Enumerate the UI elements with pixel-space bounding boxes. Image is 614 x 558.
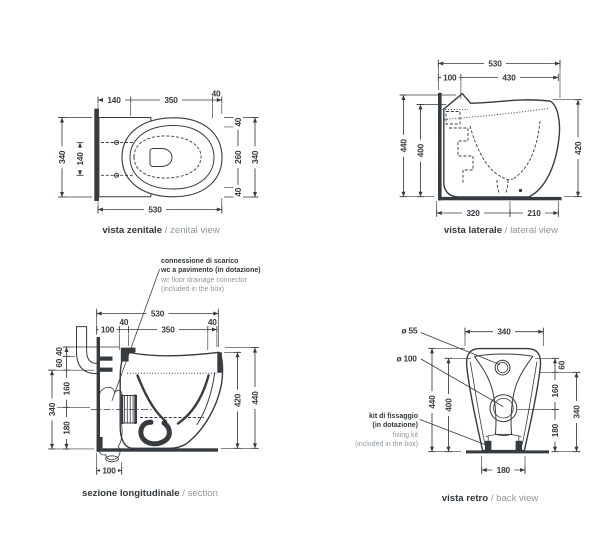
- dim-label: 160: [61, 382, 72, 396]
- dim-label: 340: [250, 150, 260, 164]
- caption-italian: vista zenitale: [102, 225, 163, 236]
- callout-line-italian: kit di fissaggio: [368, 413, 418, 420]
- dim-label-diameter: ø 55: [401, 325, 418, 336]
- caption-zenital-view: [41, 225, 281, 236]
- back-view-drawing: [397, 326, 582, 476]
- dim-label: 400: [443, 398, 454, 412]
- callout-line-english: (included in the box): [161, 286, 225, 294]
- dim-label: 100: [100, 324, 115, 335]
- dim-label: 140: [107, 95, 121, 105]
- dim-label: 40: [119, 317, 129, 327]
- dim-label: 340: [497, 326, 511, 337]
- dim-label: 530: [148, 204, 162, 215]
- callout-fixing-kit: [298, 412, 418, 450]
- caption-italian: vista laterale: [443, 225, 503, 236]
- dim-label: 340: [57, 150, 67, 164]
- caption-english: / back view: [490, 493, 539, 504]
- dim-label: 430: [502, 72, 516, 83]
- callout-line-english: (included in the box): [354, 441, 418, 449]
- callout-line-italian: connessione di scarico: [161, 258, 239, 265]
- caption-english: / zenital view: [164, 225, 220, 236]
- section-view-drawing: [47, 270, 260, 476]
- dim-label: 440: [427, 395, 437, 409]
- dim-label: 60: [556, 360, 567, 370]
- caption-italian: vista retro: [441, 493, 489, 504]
- callout-line-english: fixing kit: [392, 431, 418, 439]
- dim-label: 60: [54, 358, 64, 368]
- dim-label: 40: [54, 347, 64, 357]
- dim-label: 180: [61, 421, 72, 435]
- dim-label: 340: [571, 405, 582, 419]
- dim-label: 260: [233, 150, 243, 164]
- dim-label: 340: [47, 402, 57, 417]
- caption-english: / lateral view: [504, 225, 559, 236]
- caption-section-view: [30, 488, 270, 499]
- dim-label: 210: [527, 208, 541, 218]
- callout-drainage-connector: [161, 257, 301, 295]
- dim-label: 100: [443, 72, 457, 83]
- dim-label: 40: [233, 187, 243, 197]
- zenital-view-drawing: [57, 89, 260, 215]
- dim-label: 140: [75, 152, 85, 166]
- dim-label: 320: [466, 208, 480, 218]
- callout-line-italian: wc a pavimento (in dotazione): [161, 267, 261, 275]
- dim-label: 160: [550, 384, 560, 398]
- dim-label: 530: [150, 308, 165, 319]
- dim-label: 420: [232, 393, 243, 408]
- dim-label: 180: [550, 423, 560, 438]
- caption-italian: sezione longitudinale: [82, 488, 180, 499]
- dim-label: 420: [573, 141, 583, 155]
- dim-label: 100: [102, 465, 116, 476]
- callout-line-english: wc floor drainage connector: [161, 276, 247, 284]
- caption-lateral-view: [381, 225, 614, 236]
- dim-label: 180: [496, 465, 510, 475]
- dim-label: 440: [398, 139, 409, 153]
- dim-label: 530: [488, 58, 502, 69]
- dim-label: 350: [164, 95, 178, 105]
- dim-label-diameter: ø 100: [396, 353, 417, 364]
- dim-label: 400: [415, 143, 426, 158]
- caption-back-view: [370, 493, 610, 504]
- dim-label: 40: [207, 317, 217, 327]
- lateral-view-drawing: [399, 59, 584, 219]
- dim-label: 40: [233, 117, 243, 127]
- dim-label: 40: [211, 88, 221, 99]
- dim-label: 350: [161, 324, 175, 335]
- caption-english: / section: [182, 488, 218, 499]
- dim-label: 440: [250, 391, 260, 405]
- callout-line-italian: (in dotazione): [372, 422, 418, 430]
